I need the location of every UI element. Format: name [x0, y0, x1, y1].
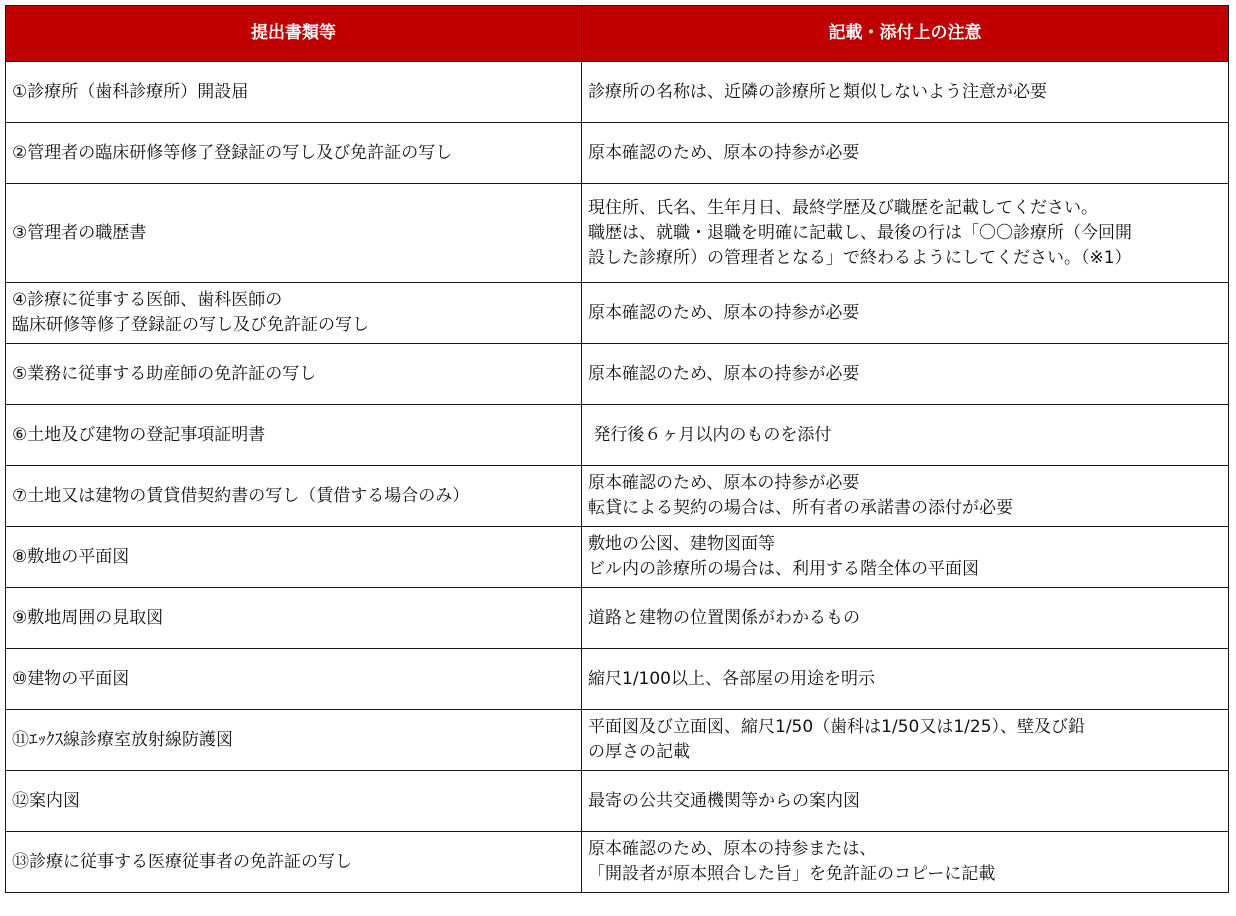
- table-row: [6, 710, 1229, 771]
- notes-cell: 平面図及び立面図、縮尺1/50（歯科は1/50又は1/25）、壁及び鉛 の厚さの記載: [582, 710, 1229, 771]
- table-row: [6, 832, 1229, 893]
- document-cell: ⑦土地又は建物の賃貸借契約書の写し（賃借する場合のみ）: [6, 466, 582, 527]
- header-documents: 提出書類等: [6, 6, 582, 62]
- notes-cell: 原本確認のため、原本の持参または、 「開設者が原本照合した旨」を免許証のコピーに記載: [582, 832, 1229, 893]
- document-cell: ⑨敷地周囲の見取図: [6, 588, 582, 649]
- document-cell: ⑧敷地の平面図: [6, 527, 582, 588]
- document-cell: ④診療に従事する医師、歯科医師の 臨床研修等修了登録証の写し及び免許証の写し: [6, 283, 582, 344]
- document-cell: ⑪ｴｯｸｽ線診療室放射線防護図: [6, 710, 582, 771]
- document-cell: ③管理者の職歴書: [6, 184, 582, 283]
- notes-cell: 敷地の公図、建物図面等 ビル内の診療所の場合は、利用する階全体の平面図: [582, 527, 1229, 588]
- table-row: [6, 527, 1229, 588]
- notes-cell: 現住所、氏名、生年月日、最終学歴及び職歴を記載してください。 職歴は、就職・退職を明確に記載し、最後の行は「〇〇診療所（今回開 設した診療所）の管理者となる」で終わるようにしてください。（※1）: [582, 184, 1229, 283]
- table-row: [6, 405, 1229, 466]
- table-row: [6, 466, 1229, 527]
- notes-cell: 縮尺1/100以上、各部屋の用途を明示: [582, 649, 1229, 710]
- notes-cell: 原本確認のため、原本の持参が必要: [582, 283, 1229, 344]
- table-header-row: [6, 6, 1229, 62]
- document-cell: ⑬診療に従事する医療従事者の免許証の写し: [6, 832, 582, 893]
- notes-cell: 原本確認のため、原本の持参が必要: [582, 344, 1229, 405]
- table-row: [6, 344, 1229, 405]
- document-cell: ①診療所（歯科診療所）開設届: [6, 62, 582, 123]
- table-row: [6, 588, 1229, 649]
- notes-cell: 最寄の公共交通機関等からの案内図: [582, 771, 1229, 832]
- table-row: [6, 649, 1229, 710]
- table-row: [6, 283, 1229, 344]
- document-cell: ⑥土地及び建物の登記事項証明書: [6, 405, 582, 466]
- table-row: [6, 123, 1229, 184]
- notes-cell: 道路と建物の位置関係がわかるもの: [582, 588, 1229, 649]
- document-cell: ②管理者の臨床研修等修了登録証の写し及び免許証の写し: [6, 123, 582, 184]
- submission-documents-table: [5, 5, 1229, 893]
- document-cell: ⑩建物の平面図: [6, 649, 582, 710]
- notes-cell: 発行後６ヶ月以内のものを添付: [582, 405, 1229, 466]
- table-row: [6, 184, 1229, 283]
- notes-cell: 原本確認のため、原本の持参が必要: [582, 123, 1229, 184]
- notes-cell: 診療所の名称は、近隣の診療所と類似しないよう注意が必要: [582, 62, 1229, 123]
- header-notes: 記載・添付上の注意: [582, 6, 1229, 62]
- table-row: [6, 771, 1229, 832]
- notes-cell: 原本確認のため、原本の持参が必要 転貸による契約の場合は、所有者の承諾書の添付が必要: [582, 466, 1229, 527]
- document-cell: ⑫案内図: [6, 771, 582, 832]
- table-row: [6, 62, 1229, 123]
- document-cell: ⑤業務に従事する助産師の免許証の写し: [6, 344, 582, 405]
